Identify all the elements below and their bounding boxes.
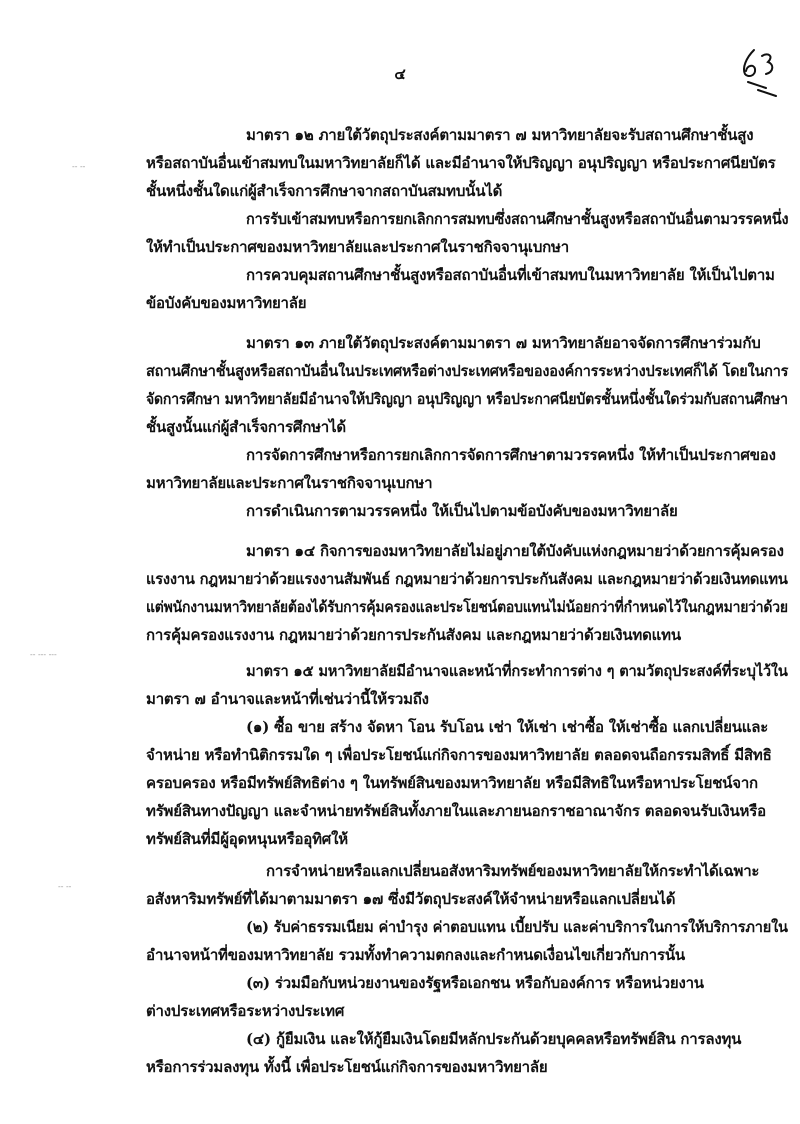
text-line: ทรัพย์สินที่มีผู้อุดหนุนหรืออุทิศให้ [146,830,348,848]
text-line: (๑) ซื้อ ขาย สร้าง จัดหา โอน รับโอน เช่า ให้เช่า เช่าซื้อ ให้เช่าซื้อ แลกเปลี่ยนและ [246,718,769,736]
text-line: หรือสถาบันอื่นเข้าสมทบในมหาวิทยาลัยก็ได้ และมีอำนาจให้ปริญญา อนุปริญญา หรือประกาศนียบัตร [146,154,776,172]
text-line: มาตรา ๑๓ ภายใต้วัตถุประสงค์ตามมาตรา ๗ มหาวิทยาลัยอาจจัดการศึกษาร่วมกับ [246,334,761,352]
text-line: ครอบครอง หรือมีทรัพย์สิทธิต่าง ๆ ในทรัพย์สินของมหาวิทยาลัย หรือมีสิทธิในหรือหาประโยชน์จาก [146,774,758,792]
text-line: การดำเนินการตามวรรคหนึ่ง ให้เป็นไปตามข้อบังคับของมหาวิทยาลัย [246,502,678,520]
text-line: ทรัพย์สินทางปัญญา และจำหน่ายทรัพย์สินทั้งภายในและภายนอกราชอาณาจักร ตลอดจนรับเงินหรือ [146,802,766,820]
text-line: ชั้นสูงนั้นแก่ผู้สำเร็จการศึกษาได้ [146,418,346,436]
text-line: การจัดการศึกษาหรือการยกเลิกการจัดการศึกษาตามวรรคหนึ่ง ให้ทำเป็นประกาศของ [246,446,776,464]
text-line: ข้อบังคับของมหาวิทยาลัย [146,294,307,312]
text-line: แรงงาน กฎหมายว่าด้วยแรงงานสัมพันธ์ กฎหมายว่าด้วยการประกันสังคม และกฎหมายว่าด้วยเงินทดแทน [146,570,788,588]
text-line: มาตรา ๑๒ ภายใต้วัตถุประสงค์ตามมาตรา ๗ มหาวิทยาลัยจะรับสถานศึกษาชั้นสูง [246,126,754,144]
text-line: ชั้นหนึ่งชั้นใดแก่ผู้สำเร็จการศึกษาจากสถาบันสมทบนั้นได้ [146,182,503,200]
text-line: ต่างประเทศหรือระหว่างประเทศ [146,1002,345,1020]
text-line: มาตรา ๑๔ กิจการของมหาวิทยาลัยไม่อยู่ภายใต้บังคับแห่งกฎหมายว่าด้วยการคุ้มครอง [246,542,784,560]
page-number: ๔ [394,65,406,83]
margin-scan-mark: -- -- [72,162,86,171]
margin-scan-mark: -- -- [58,882,72,891]
margin-scan-mark: -- --- --- [30,650,57,659]
text-line: การควบคุมสถานศึกษาชั้นสูงหรือสถาบันอื่นที่เข้าสมทบในมหาวิทยาลัย ให้เป็นไปตาม [246,266,775,284]
text-line: (๓) ร่วมมือกับหน่วยงานของรัฐหรือเอกชน หรือกับองค์การ หรือหน่วยงาน [246,974,704,992]
text-line: หรือการร่วมลงทุน ทั้งนี้ เพื่อประโยชน์แก่กิจการของมหาวิทยาลัย [146,1058,548,1076]
text-line: อำนาจหน้าที่ของมหาวิทยาลัย รวมทั้งทำความตกลงและกำหนดเงื่อนไขเกี่ยวกับการนั้น [146,946,685,964]
text-line: มหาวิทยาลัยและประกาศในราชกิจจานุเบกษา [146,474,433,492]
text-line: อสังหาริมทรัพย์ที่ได้มาตามมาตรา ๑๗ ซึ่งมีวัตถุประสงค์ให้จำหน่ายหรือแลกเปลี่ยนได้ [146,890,676,908]
text-line: การจำหน่ายหรือแลกเปลี่ยนอสังหาริมทรัพย์ของมหาวิทยาลัยให้กระทำได้เฉพาะ [266,862,760,880]
text-line: จำหน่าย หรือทำนิติกรรมใด ๆ เพื่อประโยชน์แก่กิจการของมหาวิทยาลัย ตลอดจนถือกรรมสิทธิ์ มีสิทธิ [146,746,772,764]
text-line: (๔) กู้ยืมเงิน และให้กู้ยืมเงินโดยมีหลักประกันด้วยบุคคลหรือทรัพย์สิน การลงทุน [246,1030,742,1048]
text-line: การรับเข้าสมทบหรือการยกเลิกการสมทบซึ่งสถานศึกษาชั้นสูงหรือสถาบันอื่นตามวรรคหนึ่ง [246,210,789,228]
text-line: การคุ้มครองแรงงาน กฎหมายว่าด้วยการประกันสังคม และกฎหมายว่าด้วยเงินทดแทน [146,626,681,644]
text-line: สถานศึกษาชั้นสูงหรือสถาบันอื่นในประเทศหรือต่างประเทศหรือขององค์การระหว่างประเทศก็ได้ โดยในการ [146,362,789,380]
text-line: (๒) รับค่าธรรมเนียม ค่าบำรุง ค่าตอบแทน เบี้ยปรับ และค่าบริการในการให้บริการภายใน [246,918,788,936]
handwritten-page-mark [736,38,784,100]
text-line: ให้ทำเป็นประกาศของมหาวิทยาลัยและประกาศในราชกิจจานุเบกษา [146,238,569,256]
text-line: มาตรา ๑๕ มหาวิทยาลัยมีอำนาจและหน้าที่กระทำการต่าง ๆ ตามวัตถุประสงค์ที่ระบุไว้ใน [246,662,788,680]
text-line: มาตรา ๗ อำนาจและหน้าที่เช่นว่านี้ให้รวมถึง [146,690,429,708]
text-line: จัดการศึกษา มหาวิทยาลัยมีอำนาจให้ปริญญา อนุปริญญา หรือประกาศนียบัตรชั้นหนึ่งชั้นใดร่วมกับสถานศึกษา [146,390,788,408]
text-line: แต่พนักงานมหาวิทยาลัยต้องได้รับการคุ้มครองและประโยชน์ตอบแทนไม่น้อยกว่าที่กำหนดไว้ในกฎหมายว่าด้วย [146,598,788,616]
